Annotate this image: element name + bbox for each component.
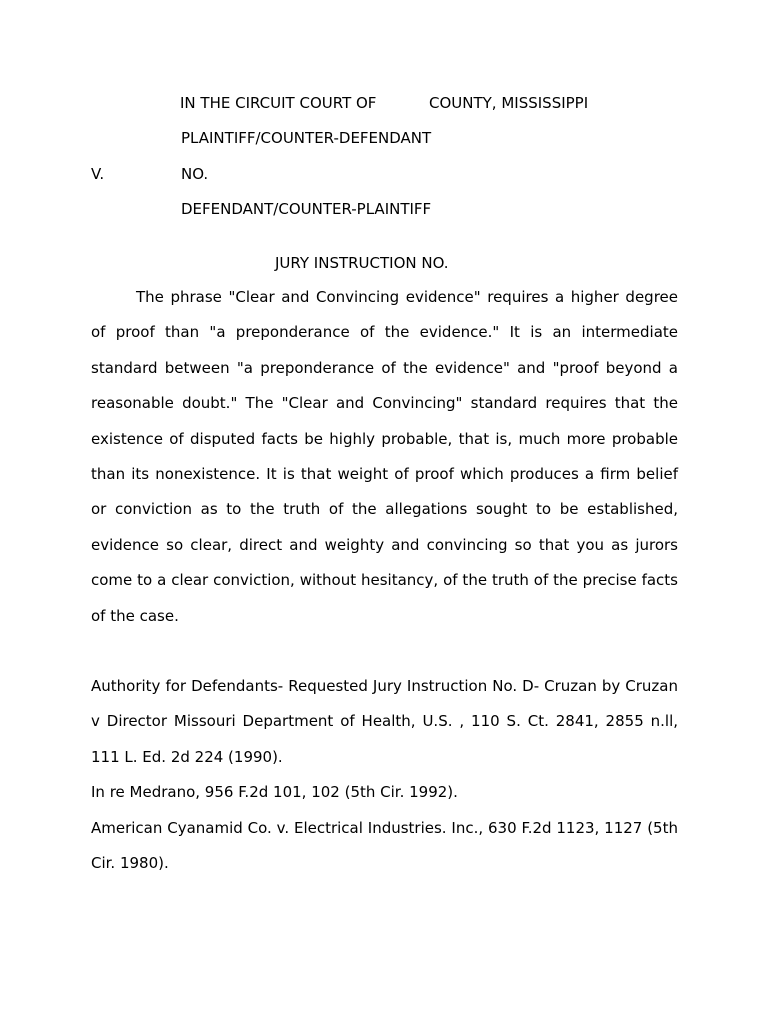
case-number-label: NO. xyxy=(181,165,209,183)
instruction-paragraph: The phrase "Clear and Convincing evidence" requires a higher degree of proof than "a preponderance of the evidence." It is an intermediate standard between "a preponderance of the evidence" and "proof beyond a reasonable doubt." The "Clear and Convincing" standard requires that the existence of disputed facts be highly probable, that is, much more probable than its nonexistence. It is that weight of proof which produces a firm belief or conviction as to the truth of the allegations sought to be established, evidence so clear, direct and weighty and convincing so that you as jurors come to a clear conviction, without hesitancy, of the truth of the precise facts of the case. xyxy=(91,288,678,625)
instruction-title: JURY INSTRUCTION NO. xyxy=(275,254,449,272)
authority-citation: In re Medrano, 956 F.2d 101, 102 (5th Cir. 1992). xyxy=(91,783,458,802)
defendant-label: DEFENDANT/COUNTER-PLAINTIFF xyxy=(181,200,432,218)
authority-citation: American Cyanamid Co. v. Electrical Industries. Inc., 630 F.2d 1123, 1127 (5th Cir. 1980). xyxy=(91,818,678,873)
versus-label: V. xyxy=(91,165,105,183)
instruction-body xyxy=(91,280,678,634)
authority-citation: Authority for Defendants- Requested Jury Instruction No. D- Cruzan by Cruzan v Director Missouri Department of Health, U.S. , 110 S. Ct. 2841, 2855 n.ll, 111 L. Ed. 2d 224 (1990). xyxy=(91,677,678,766)
plaintiff-label: PLAINTIFF/COUNTER-DEFENDANT xyxy=(181,129,432,147)
court-name: IN THE CIRCUIT COURT OF xyxy=(180,94,377,112)
county-state: COUNTY, MISSISSIPPI xyxy=(429,94,589,112)
authorities-block xyxy=(91,669,678,881)
